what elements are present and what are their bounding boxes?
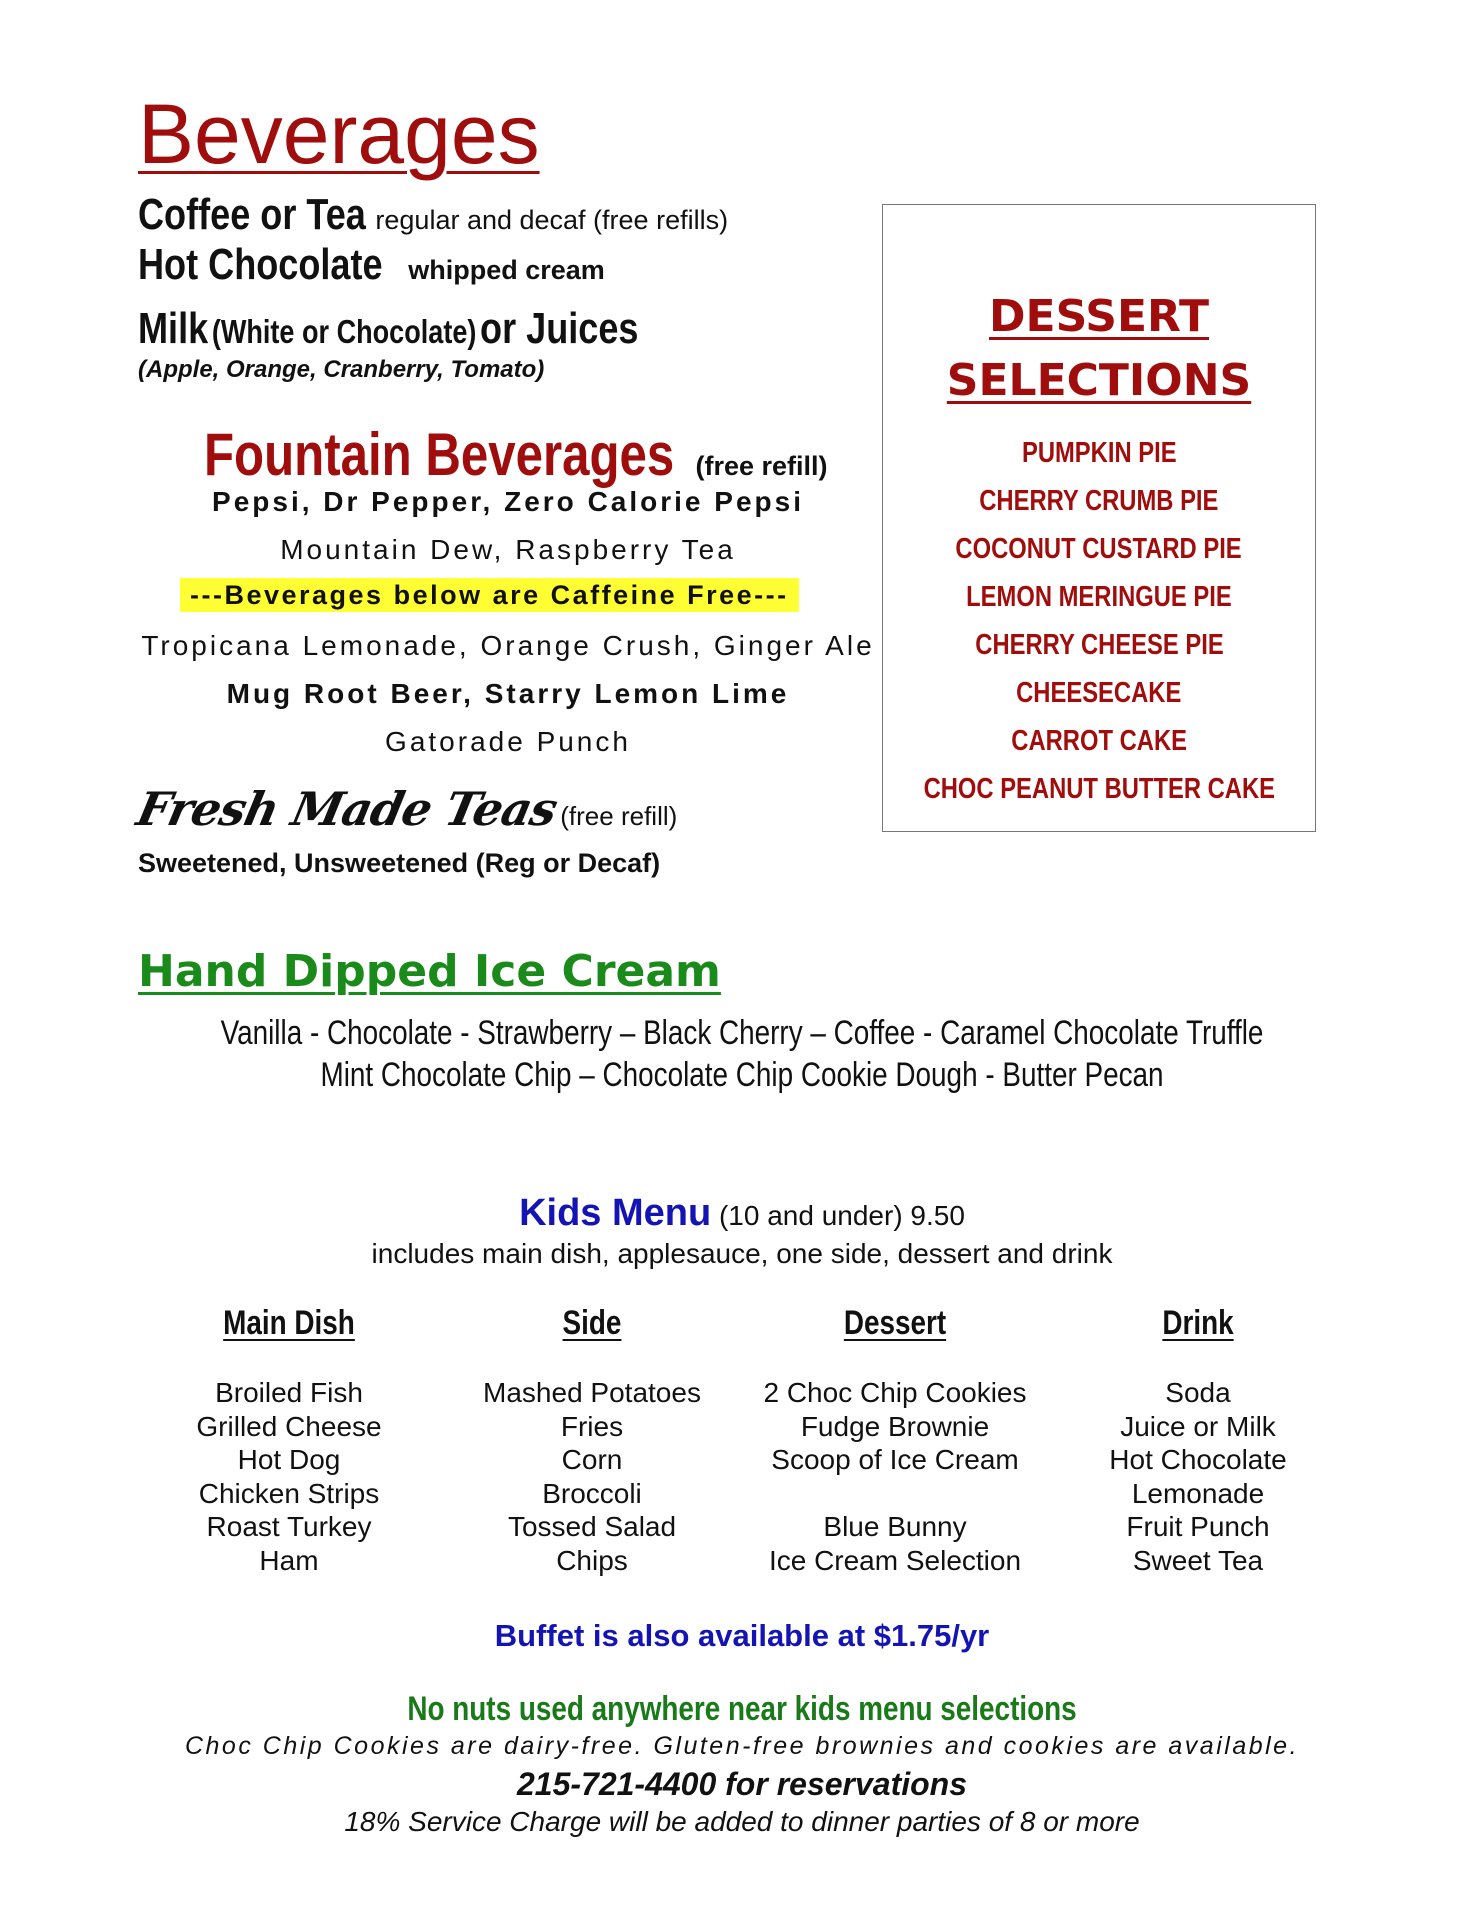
dessert-selections-box	[882, 204, 1316, 832]
kids-col-dessert	[763, 1376, 1026, 1578]
kids-col-drink-header: Drink	[1162, 1304, 1234, 1342]
dessert-item: CHEESECAKE	[1016, 677, 1182, 709]
kids-col-side-header: Side	[562, 1304, 622, 1342]
dessert-heading-line-2	[883, 355, 1315, 406]
milk-paren: (White or Chocolate)	[211, 313, 477, 350]
fountain-heading	[204, 420, 828, 489]
ice-cream-title: Hand Dipped Ice Cream	[138, 946, 721, 997]
fountain-line-5: Gatorade Punch	[385, 726, 631, 757]
fountain-title: Fountain Beverages	[204, 421, 675, 488]
dessert-heading-text-1: DESSERT	[989, 291, 1209, 342]
list-item: Ham	[259, 1544, 319, 1576]
milk-line	[138, 304, 638, 354]
juices-name: or Juices	[480, 304, 639, 353]
hot-chocolate-line	[138, 240, 605, 290]
dessert-item: PUMPKIN PIE	[1021, 437, 1177, 469]
kids-includes: includes main dish, applesauce, one side, dessert and drink	[371, 1238, 1113, 1269]
list-item: Grilled Cheese	[196, 1410, 382, 1442]
kids-col-dessert-header: Dessert	[843, 1304, 947, 1342]
list-item: Hot Dog	[237, 1444, 341, 1476]
buffet-note: Buffet is also available at $1.75/yr	[494, 1618, 990, 1653]
coffee-line	[138, 190, 728, 240]
list-item: Broccoli	[542, 1477, 642, 1509]
kids-age-price: (10 and under) 9.50	[711, 1200, 965, 1231]
dessert-list	[883, 429, 1315, 813]
dessert-heading-line-1	[883, 291, 1315, 342]
dessert-item: CHOC PEANUT BUTTER CAKE	[923, 773, 1275, 805]
list-item: Mashed Potatoes	[483, 1377, 701, 1408]
caffeine-free-label: ---Beverages below are Caffeine Free---	[180, 578, 799, 612]
dessert-item: CHERRY CRUMB PIE	[979, 485, 1219, 517]
caffeine-free-banner	[180, 580, 799, 611]
list-item: Roast Turkey	[206, 1511, 372, 1543]
kids-col-side	[483, 1376, 701, 1578]
dessert-item: COCONUT CUSTARD PIE	[955, 533, 1243, 565]
milk-name: Milk	[138, 304, 209, 353]
fountain-line-4: Mug Root Beer, Starry Lemon Lime	[226, 678, 790, 709]
list-item: Sweet Tea	[1132, 1544, 1264, 1576]
list-item: Corn	[561, 1444, 623, 1476]
dessert-item: CHERRY CHEESE PIE	[974, 629, 1224, 661]
list-item: Juice or Milk	[1120, 1410, 1276, 1442]
list-item: Broiled Fish	[215, 1377, 363, 1408]
fountain-line-1: Pepsi, Dr Pepper, Zero Calorie Pepsi	[212, 486, 804, 517]
teas-note: (free refill)	[560, 801, 678, 831]
list-item: Fudge Brownie	[800, 1410, 990, 1442]
no-nuts-note: No nuts used anywhere near kids menu selections	[407, 1690, 1077, 1728]
teas-desc: Sweetened, Unsweetened (Reg or Decaf)	[138, 848, 661, 878]
coffee-desc: regular and decaf (free refills)	[367, 205, 729, 235]
fountain-note: (free refill)	[695, 451, 828, 481]
ice-cream-line-2: Mint Chocolate Chip – Chocolate Chip Cookie Dough - Butter Pecan	[320, 1056, 1164, 1094]
reservations-phone: 215-721-4400 for reservations	[516, 1766, 968, 1802]
kids-col-main-dish-header: Main Dish	[223, 1304, 355, 1342]
kids-heading	[519, 1192, 965, 1235]
list-item: Fruit Punch	[1126, 1511, 1270, 1543]
kids-col-main-dish	[196, 1376, 381, 1578]
kids-title: Kids Menu	[519, 1192, 712, 1234]
list-item: 2 Choc Chip Cookies	[763, 1377, 1027, 1408]
service-charge-note: 18% Service Charge will be added to dinner parties of 8 or more	[344, 1806, 1140, 1837]
list-item: Fries	[560, 1410, 624, 1442]
dairy-free-note: Choc Chip Cookies are dairy-free. Gluten-free brownies and cookies are available.	[184, 1732, 1300, 1760]
juices-list: (Apple, Orange, Cranberry, Tomato)	[138, 356, 545, 383]
list-item: Soda	[1165, 1377, 1231, 1408]
coffee-name: Coffee or Tea	[138, 190, 366, 239]
list-item: Chicken Strips	[198, 1477, 380, 1509]
beverages-title: Beverages	[138, 87, 540, 181]
hot-chocolate-name: Hot Chocolate	[138, 240, 383, 289]
ice-cream-line-1: Vanilla - Chocolate - Strawberry – Black Cherry – Coffee - Caramel Chocolate Truffle	[220, 1014, 1264, 1052]
dessert-item: LEMON MERINGUE PIE	[966, 581, 1232, 613]
dessert-heading-text-2: SELECTIONS	[946, 355, 1252, 406]
fountain-line-3: Tropicana Lemonade, Orange Crush, Ginger Ale	[141, 630, 875, 661]
list-item	[763, 1477, 1026, 1511]
list-item: Chips	[556, 1544, 628, 1576]
dessert-item: CARROT CAKE	[1011, 725, 1187, 757]
kids-col-drink	[1109, 1376, 1286, 1578]
hot-chocolate-desc: whipped cream	[408, 255, 605, 285]
list-item: Scoop of Ice Cream	[771, 1444, 1019, 1476]
teas-heading	[132, 782, 678, 836]
list-item: Tossed Salad	[507, 1511, 677, 1543]
list-item: Blue Bunny	[823, 1511, 967, 1543]
list-item: Hot Chocolate	[1109, 1444, 1287, 1476]
fountain-line-2: Mountain Dew, Raspberry Tea	[280, 534, 736, 565]
teas-title: Fresh Made Teas	[132, 782, 562, 836]
list-item: Lemonade	[1131, 1477, 1265, 1509]
list-item: Ice Cream Selection	[768, 1544, 1022, 1576]
